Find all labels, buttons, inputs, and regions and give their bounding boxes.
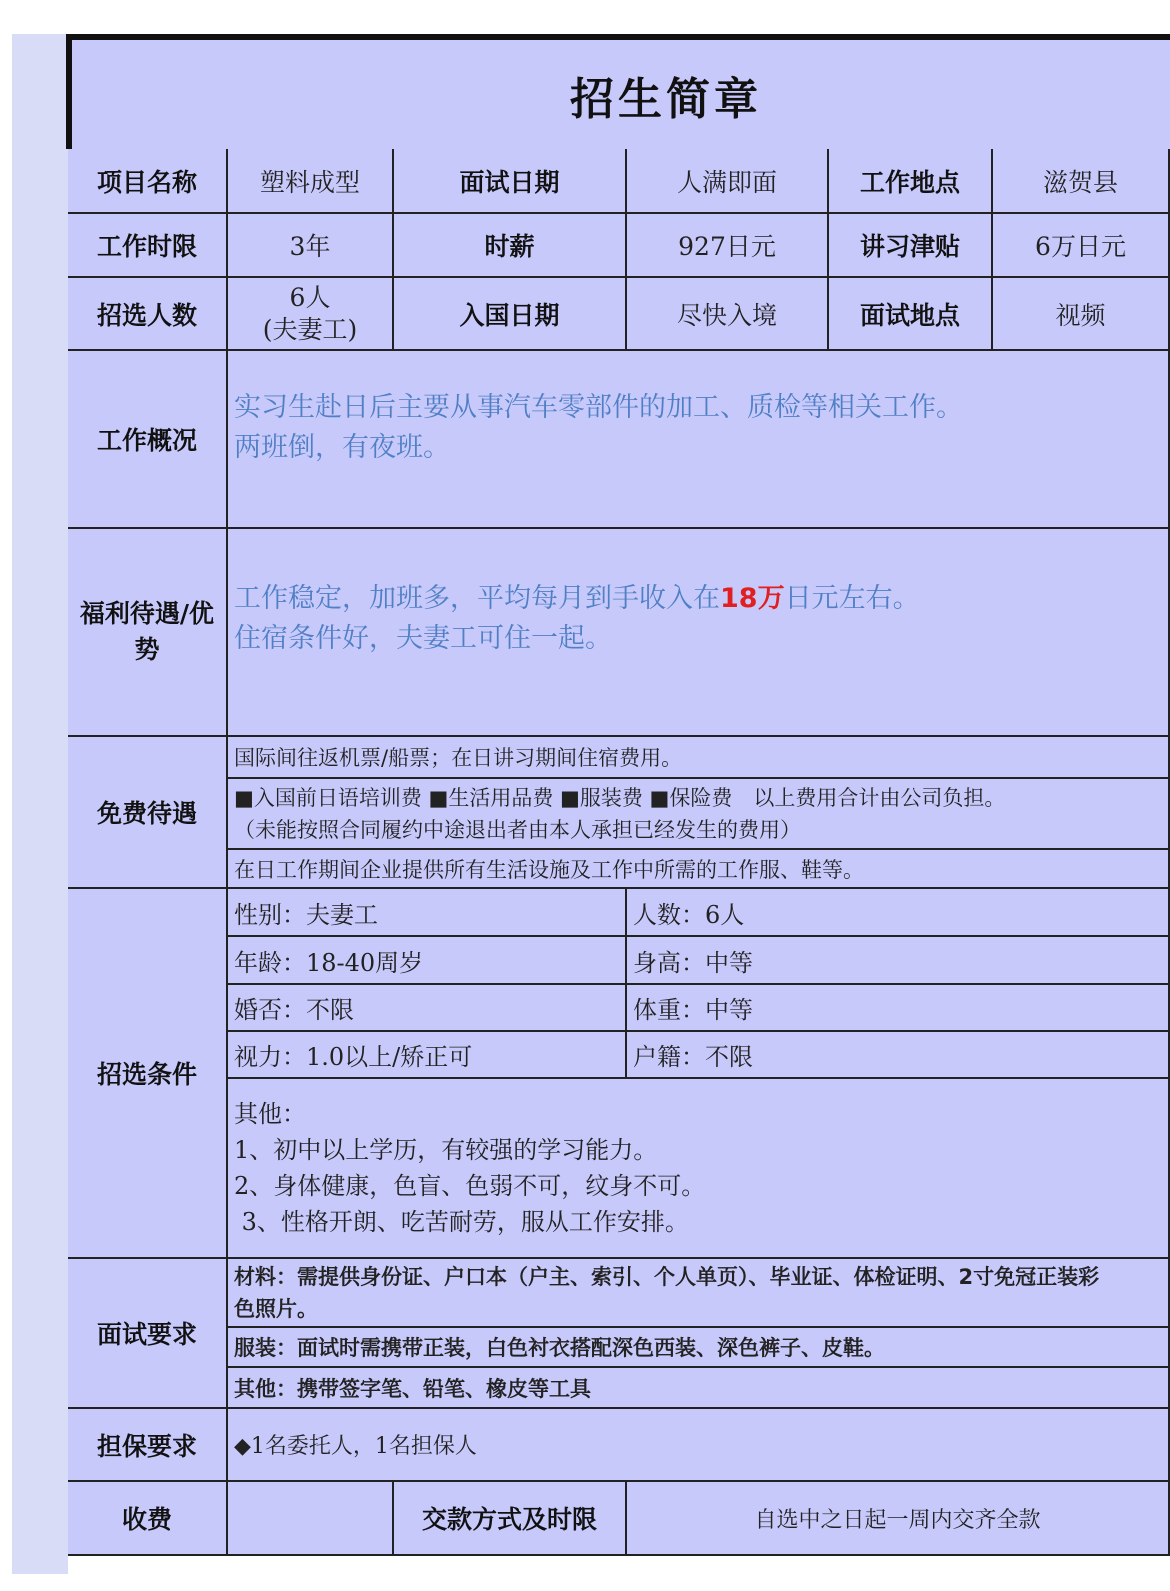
welfare-content bbox=[228, 529, 1170, 737]
label-hourly-wage: 时薪 bbox=[394, 214, 627, 278]
value-recruit-count bbox=[228, 278, 394, 351]
page-title: 招生简章 bbox=[570, 73, 762, 125]
work-overview-content bbox=[228, 351, 1170, 529]
label-work-term: 工作时限 bbox=[68, 214, 228, 278]
value-hourly-wage: 927日元 bbox=[627, 214, 829, 278]
welfare-line-1 bbox=[234, 579, 920, 619]
recruit-count-number: 6人 bbox=[289, 282, 331, 312]
title-banner bbox=[66, 34, 1170, 149]
welfare-line-2: 住宿条件好，夫妻工可住一起。 bbox=[234, 623, 612, 654]
label-interview-location: 面试地点 bbox=[829, 278, 993, 351]
welfare-income-highlight: 18万 bbox=[720, 583, 785, 614]
conditions-other-item-2: 2、身体健康，色盲、色弱不可，纹身不可。 bbox=[234, 1172, 706, 1200]
label-interview-requirements: 面试要求 bbox=[68, 1259, 228, 1409]
label-guarantee: 担保要求 bbox=[68, 1409, 228, 1482]
value-project-name: 塑料成型 bbox=[228, 149, 394, 214]
value-fee bbox=[228, 1482, 394, 1556]
value-interview-location: 视频 bbox=[993, 278, 1170, 351]
label-project-name: 项目名称 bbox=[68, 149, 228, 214]
label-free-benefits: 免费待遇 bbox=[68, 737, 228, 889]
value-entry-date: 尽快入境 bbox=[627, 278, 829, 351]
condition-marital: 婚否：不限 bbox=[228, 985, 627, 1032]
label-payment-method: 交款方式及时限 bbox=[394, 1482, 627, 1556]
interview-materials-line-2: 色照片。 bbox=[234, 1296, 318, 1321]
label-work-location: 工作地点 bbox=[829, 149, 993, 214]
interview-materials bbox=[228, 1259, 1170, 1328]
label-training-allowance: 讲习津贴 bbox=[829, 214, 993, 278]
label-entry-date: 入国日期 bbox=[394, 278, 627, 351]
conditions-other bbox=[228, 1079, 1170, 1259]
value-payment-method: 自选中之日起一周内交齐全款 bbox=[627, 1482, 1170, 1556]
welfare-line-1-before: 工作稳定，加班多，平均每月到手收入在 bbox=[234, 583, 720, 614]
label-interview-date: 面试日期 bbox=[394, 149, 627, 214]
free-item-2-line-2: （未能按照合同履约中途退出者由本人承担已经发生的费用） bbox=[234, 817, 801, 842]
condition-headcount: 人数：6人 bbox=[627, 889, 1170, 937]
free-item-3: 在日工作期间企业提供所有生活设施及工作中所需的工作服、鞋等。 bbox=[228, 850, 1170, 889]
condition-eyesight: 视力：1.0以上/矫正可 bbox=[228, 1032, 627, 1079]
label-fee: 收费 bbox=[68, 1482, 228, 1556]
condition-weight: 体重：中等 bbox=[627, 985, 1170, 1032]
conditions-other-item-1: 1、初中以上学历，有较强的学习能力。 bbox=[234, 1136, 658, 1164]
left-margin-strip bbox=[12, 34, 68, 1574]
welfare-label-line-2: 势 bbox=[134, 635, 160, 664]
welfare-label-line-1: 福利待遇/优 bbox=[79, 599, 215, 628]
value-interview-date: 人满即面 bbox=[627, 149, 829, 214]
free-item-1: 国际间往返机票/船票；在日讲习期间住宿费用。 bbox=[228, 737, 1170, 779]
interview-attire: 服装：面试时需携带正装，白色衬衣搭配深色西装、深色裤子、皮鞋。 bbox=[228, 1328, 1170, 1368]
label-welfare bbox=[68, 529, 228, 737]
interview-materials-line-1: 材料：需提供身份证、户口本（户主、索引、个人单页）、毕业证、体检证明、2寸免冠正装彩 bbox=[234, 1264, 1100, 1289]
label-recruit-count: 招选人数 bbox=[68, 278, 228, 351]
overview-line-2: 两班倒，有夜班。 bbox=[234, 432, 450, 463]
condition-gender: 性别：夫妻工 bbox=[228, 889, 627, 937]
free-item-2 bbox=[228, 779, 1170, 850]
conditions-other-item-3: 3、性格开朗、吃苦耐劳，服从工作安排。 bbox=[234, 1208, 689, 1236]
value-training-allowance: 6万日元 bbox=[993, 214, 1170, 278]
label-work-overview: 工作概况 bbox=[68, 351, 228, 529]
interview-other: 其他：携带签字笔、铅笔、橡皮等工具 bbox=[228, 1368, 1170, 1409]
overview-line-1: 实习生赴日后主要从事汽车零部件的加工、质检等相关工作。 bbox=[234, 392, 963, 423]
free-item-2-line-1: ■入国前日语培训费 ■生活用品费 ■服装费 ■保险费 以上费用合计由公司负担。 bbox=[234, 785, 1006, 810]
value-work-term: 3年 bbox=[228, 214, 394, 278]
value-work-location: 滋贺县 bbox=[993, 149, 1170, 214]
welfare-line-1-after: 日元左右。 bbox=[784, 583, 920, 614]
condition-age: 年龄：18-40周岁 bbox=[228, 937, 627, 985]
recruit-count-note: (夫妻工) bbox=[262, 314, 358, 344]
label-conditions: 招选条件 bbox=[68, 889, 228, 1259]
condition-household: 户籍：不限 bbox=[627, 1032, 1170, 1079]
condition-height: 身高：中等 bbox=[627, 937, 1170, 985]
guarantee-value: ◆1名委托人，1名担保人 bbox=[228, 1409, 1170, 1482]
conditions-other-title: 其他： bbox=[234, 1100, 306, 1128]
